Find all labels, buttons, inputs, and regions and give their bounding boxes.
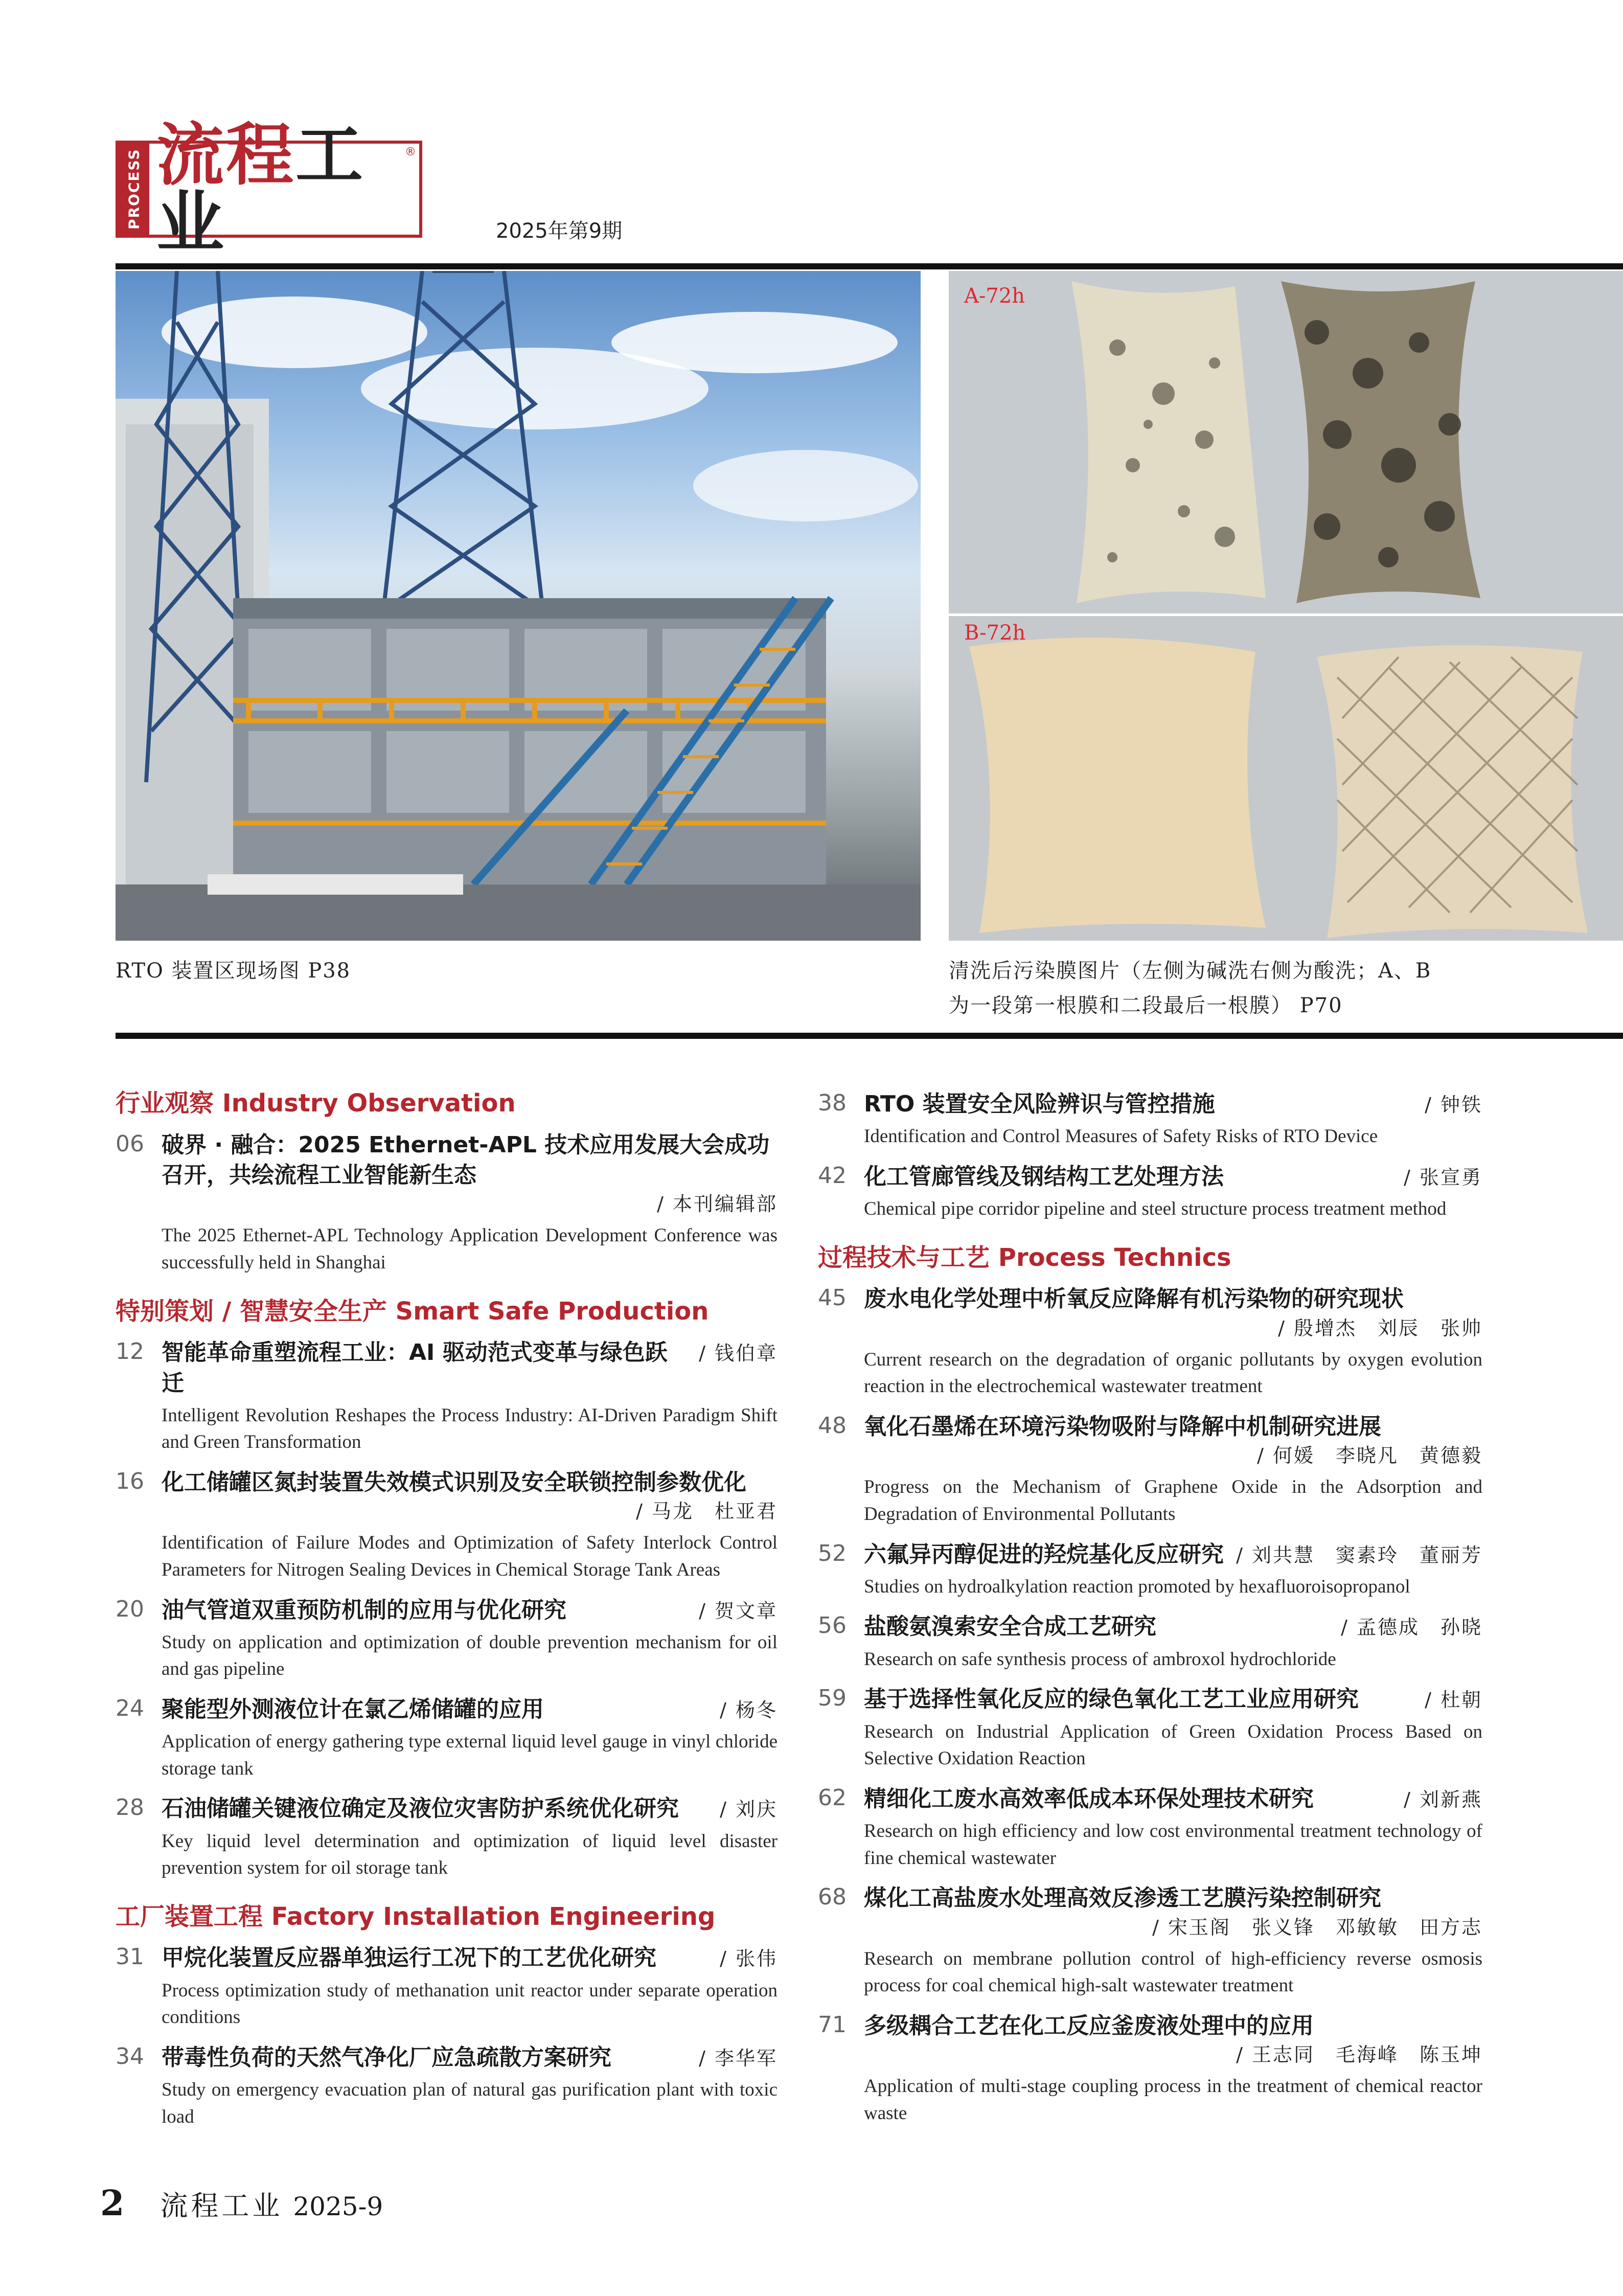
page-number: 2 <box>100 2183 125 2224</box>
caption-rto-photo: RTO 装置区现场图 P38 <box>116 959 351 983</box>
footer-issue: 2025-9 <box>293 2192 383 2221</box>
article-author: / 刘庆 <box>720 1798 778 1821</box>
article-title: 化工管廊管线及钢结构工艺处理方法 <box>864 1163 1224 1190</box>
article-title: RTO 装置安全风险辨识与管控措施 <box>864 1091 1215 1117</box>
article-author: / 杨冬 <box>720 1698 778 1721</box>
article-english-title: Chemical pipe corridor pipeline and steel structure process treatment method <box>864 1198 1447 1220</box>
article-author: / 孟德成 孙晓 <box>1341 1616 1482 1639</box>
toc-entry <box>818 1089 1482 1150</box>
page-ref: 06 <box>116 1130 144 1157</box>
page-footer <box>100 2183 383 2224</box>
section-heading: 过程技术与工艺 Process Technics <box>818 1243 1231 1272</box>
page-ref: 38 <box>818 1090 847 1116</box>
article-author: / 李华军 <box>699 2047 778 2070</box>
article-author: / 刘共慧 窦素玲 董丽芳 <box>1236 1543 1482 1566</box>
middle-divider <box>116 1033 1623 1039</box>
membrane-photo-a <box>949 271 1623 613</box>
page-ref: 71 <box>818 2011 847 2038</box>
rto-device-photo <box>116 271 921 941</box>
article-author: / 贺文章 <box>699 1599 778 1622</box>
article-title: 油气管道双重预防机制的应用与优化研究 <box>162 1597 566 1623</box>
title-author-row <box>162 1337 778 1398</box>
page-ref: 62 <box>818 1784 847 1811</box>
article-title: 废水电化学处理中析氧反应降解有机污染物的研究现状 <box>864 1286 1404 1312</box>
article-english-title: Identification of Failure Modes and Optimization of Safety Interlock Control Parameters for Nitrogen Sealing Devices in Chemical Storage Tank Areas <box>162 1532 778 1580</box>
membrane-b-illustration <box>949 616 1623 941</box>
page-ref: 59 <box>818 1685 847 1712</box>
article-english-title: Studies on hydroalkylation reaction promoted by hexafluoroisopropanol <box>864 1576 1410 1597</box>
article-title: 化工储罐区氮封装置失效模式识别及安全联锁控制参数优化 <box>162 1469 746 1495</box>
article-title: 多级耦合工艺在化工反应釜废液处理中的应用 <box>864 2012 1314 2039</box>
title-author-row <box>864 1684 1482 1714</box>
logo-text-dark: 工业 <box>156 116 365 262</box>
article-author: / 张宣勇 <box>1404 1166 1482 1189</box>
article-english-title: Process optimization study of methanation unit reactor under separate operation conditions <box>162 1980 778 2028</box>
section-heading: 行业观察 Industry Observation <box>116 1089 516 1118</box>
article-author: / 王志同 毛海峰 陈玉坤 <box>1236 2043 1482 2066</box>
page-ref: 34 <box>116 2043 144 2070</box>
article-english-title: Research on membrane pollution control of high-efficiency reverse osmosis process for coal chemical high-salt wastewater treatment <box>864 1948 1482 1996</box>
section-heading: 工厂装置工程 Factory Installation Engineering <box>116 1902 716 1931</box>
top-divider <box>116 263 1623 269</box>
page-ref: 42 <box>818 1162 847 1189</box>
article-title: 煤化工高盐废水处理高效反渗透工艺膜污染控制研究 <box>864 1885 1381 1912</box>
toc-entry <box>116 2042 778 2130</box>
photo-label-b: B-72h <box>964 621 1026 645</box>
article-title: 带毒性负荷的天然气净化厂应急疏散方案研究 <box>162 2044 611 2071</box>
article-english-title: Research on Industrial Application of Green Oxidation Process Based on Selective Oxidation Reaction <box>864 1721 1482 1769</box>
article-english-title: Research on high efficiency and low cost environmental treatment technology of fine chemical wastewater <box>864 1821 1482 1869</box>
toc-left-column <box>116 1089 778 2142</box>
toc-entry <box>116 1943 778 2031</box>
article-english-title: Application of energy gathering type external liquid level gauge in vinyl chloride storage tank <box>162 1731 778 1779</box>
page-ref: 31 <box>116 1944 144 1970</box>
toc-entry <box>818 1284 1482 1400</box>
toc-entry <box>818 1611 1482 1673</box>
footer-journal-name: 流程工业 <box>160 2190 283 2222</box>
logo-wordmark <box>149 116 419 262</box>
page-ref: 45 <box>818 1285 847 1311</box>
article-english-title: Key liquid level determination and optimization of liquid level disaster prevention system for oil storage tank <box>162 1830 778 1879</box>
membrane-a-illustration <box>949 271 1623 613</box>
article-title: 智能革命重塑流程工业：AI 驱动范式变革与绿色跃迁 <box>162 1339 668 1396</box>
article-author: / 何媛 李晓凡 黄德毅 <box>1257 1444 1482 1467</box>
toc-right-column <box>818 1089 1482 2138</box>
article-author: / 杜朝 <box>1425 1689 1482 1712</box>
toc-entry <box>116 1337 778 1456</box>
article-english-title: Intelligent Revolution Reshapes the Process Industry: AI-Driven Paradigm Shift and Green Transformation <box>162 1404 778 1453</box>
title-author-row <box>162 2042 778 2073</box>
page-ref: 56 <box>818 1612 847 1639</box>
article-author: / 张伟 <box>720 1947 778 1970</box>
caption-membrane-line2: 为一段第一根膜和二段最后一根膜） P70 <box>949 994 1343 1017</box>
page-ref: 28 <box>116 1794 144 1821</box>
page-ref: 48 <box>818 1412 847 1439</box>
logo-text-red: 流程 <box>156 116 295 195</box>
article-english-title: Current research on the degradation of organic pollutants by oxygen evolution reaction in the electrochemical wastewater treatment <box>864 1349 1482 1397</box>
toc-entry <box>818 1684 1482 1772</box>
rto-device-illustration <box>116 271 921 941</box>
article-title: 氧化石墨烯在环境污染物吸附与降解中机制研究进展 <box>864 1413 1381 1440</box>
article-author: / 殷增杰 刘辰 张帅 <box>1278 1316 1482 1339</box>
article-author: / 马龙 杜亚君 <box>636 1500 778 1523</box>
toc-entry <box>818 1883 1482 1999</box>
page-ref: 52 <box>818 1540 847 1566</box>
article-author: / 本刊编辑部 <box>657 1193 778 1216</box>
article-title: 石油储罐关键液位确定及液位灾害防护系统优化研究 <box>162 1795 679 1822</box>
toc-entry <box>818 1784 1482 1872</box>
title-author-row <box>864 1784 1482 1814</box>
article-title: 甲烷化装置反应器单独运行工况下的工艺优化研究 <box>162 1945 656 1971</box>
photo-label-a: A-72h <box>964 284 1025 308</box>
toc-entry <box>818 1412 1482 1528</box>
page-ref: 20 <box>116 1596 144 1622</box>
title-author-row <box>162 1595 778 1625</box>
caption-membrane-line1: 清洗后污染膜图片（左侧为碱洗右侧为酸洗；A、B <box>949 959 1432 983</box>
title-author-row <box>864 1162 1482 1192</box>
toc-entry <box>818 1162 1482 1223</box>
article-english-title: Study on application and optimization of double prevention mechanism for oil and gas pipeline <box>162 1631 778 1680</box>
title-author-row <box>864 1539 1482 1570</box>
article-title: 六氟异丙醇促进的羟烷基化反应研究 <box>864 1541 1224 1567</box>
article-author: / 宋玉阁 张义锋 邓敏敏 田方志 <box>1152 1916 1482 1939</box>
page-ref: 68 <box>818 1884 847 1911</box>
page-ref: 12 <box>116 1338 144 1365</box>
article-title: 基于选择性氧化反应的绿色氧化工艺工业应用研究 <box>864 1686 1359 1713</box>
article-english-title: Progress on the Mechanism of Graphene Oxide in the Adsorption and Degradation of Environmental Pollutants <box>864 1476 1482 1525</box>
toc-entry <box>818 2011 1482 2127</box>
article-title: 聚能型外测液位计在氯乙烯储罐的应用 <box>162 1696 544 1722</box>
title-author-row <box>162 1793 778 1824</box>
page-ref: 16 <box>116 1468 144 1494</box>
article-author: / 钟铁 <box>1425 1094 1482 1116</box>
title-author-row <box>864 1611 1482 1642</box>
toc-entry <box>116 1467 778 1584</box>
toc-entry <box>116 1595 778 1683</box>
toc-entry <box>116 1694 778 1782</box>
article-title: 破界 · 融合：2025 Ethernet-APL 技术应用发展大会成功召开，共绘流程工业智能新生态 <box>162 1131 770 1188</box>
membrane-photo-b <box>949 616 1623 941</box>
toc-entry <box>116 1793 778 1881</box>
journal-logo <box>116 116 422 262</box>
title-author-row <box>162 1694 778 1724</box>
article-english-title: Study on emergency evacuation plan of natural gas purification plant with toxic load <box>162 2079 778 2127</box>
logo-side-label: PROCESS <box>119 144 149 235</box>
section-heading: 特别策划 / 智慧安全生产 Smart Safe Production <box>116 1297 709 1326</box>
toc-entry <box>818 1539 1482 1601</box>
article-english-title: The 2025 Ethernet-APL Technology Application Development Conference was successfully held in Shanghai <box>162 1225 778 1273</box>
article-author: / 钱伯章 <box>699 1342 778 1365</box>
issue-label: 2025年第9期 <box>496 219 623 243</box>
article-author: / 刘新燕 <box>1404 1788 1482 1811</box>
toc-entry <box>116 1130 778 1277</box>
title-author-row <box>162 1943 778 1973</box>
article-english-title: Research on safe synthesis process of ambroxol hydrochloride <box>864 1648 1336 1670</box>
article-english-title: Identification and Control Measures of Safety Risks of RTO Device <box>864 1126 1378 1147</box>
article-title: 盐酸氨溴索安全合成工艺研究 <box>864 1613 1156 1640</box>
title-author-row <box>864 1089 1482 1119</box>
page-ref: 24 <box>116 1695 144 1721</box>
article-title: 精细化工废水高效率低成本环保处理技术研究 <box>864 1785 1314 1812</box>
registered-mark: ® <box>405 146 416 158</box>
article-english-title: Application of multi-stage coupling process in the treatment of chemical reactor waste <box>864 2076 1482 2124</box>
